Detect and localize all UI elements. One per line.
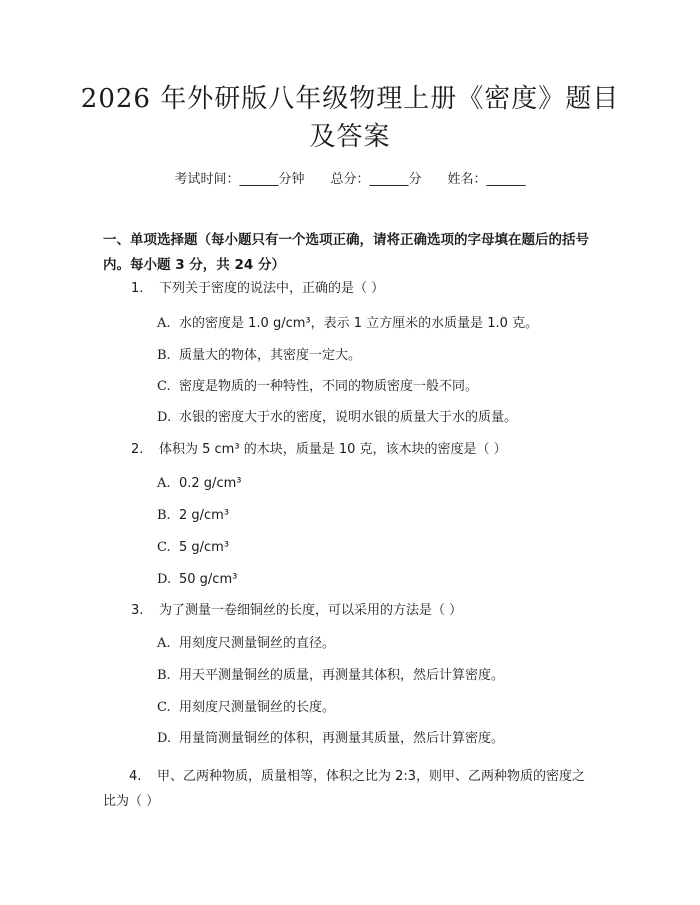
question-3 [131, 601, 462, 621]
option-text: 5 g/cm³ [179, 540, 230, 555]
option-text: 50 g/cm³ [179, 572, 238, 587]
question-text: 为了测量一卷细铜丝的长度，可以采用的方法是（ ） [159, 603, 463, 618]
question-text: 体积为 5 cm³ 的木块，质量是 10 克，该木块的密度是（ ） [159, 442, 507, 457]
option-text: 用天平测量铜丝的质量，再测量其体积，然后计算密度。 [179, 668, 505, 683]
option-letter: B. [157, 348, 171, 363]
question-number: 4. [129, 769, 142, 784]
option-letter: C. [157, 379, 171, 394]
exam-info-line [0, 168, 700, 187]
total-score-field: 总分：______分 [330, 172, 422, 187]
section-heading: 一、单项选择题（每小题只有一个选项正确，请将正确选项的字母填在题后的括号内。每小题 3 分，共 24 分） [103, 232, 589, 273]
question-1 [131, 279, 384, 299]
question-1-option-c [157, 377, 478, 397]
option-text: 水的密度是 1.0 g/cm³，表示 1 立方厘米的水质量是 1.0 克。 [179, 316, 539, 331]
option-letter: A. [157, 476, 171, 491]
option-letter: A. [157, 636, 171, 651]
exam-time-field: 考试时间：______分钟 [174, 172, 305, 187]
question-1-option-d [157, 408, 517, 428]
page-title: 2026 年外研版八年级物理上册《密度》题目及答案 [80, 84, 620, 152]
option-text: 用刻度尺测量铜丝的长度。 [179, 700, 336, 715]
question-2-option-b [157, 506, 229, 526]
question-4 [103, 764, 593, 814]
option-text: 密度是物质的一种特性，不同的物质密度一般不同。 [179, 379, 479, 394]
option-text: 用量筒测量铜丝的体积，再测量其质量，然后计算密度。 [179, 731, 505, 746]
question-1-option-a [157, 314, 538, 334]
question-2-option-c [157, 538, 229, 558]
question-text: 甲、乙两种物质，质量相等，体积之比为 2:3，则甲、乙两种物质的密度之比为（ ） [103, 769, 586, 809]
question-2-option-d [157, 570, 237, 590]
question-2 [131, 440, 507, 460]
question-text: 下列关于密度的说法中，正确的是（ ） [159, 281, 385, 296]
question-1-option-b [157, 346, 361, 366]
name-field: 姓名：______ [447, 172, 526, 187]
option-letter: B. [157, 668, 171, 683]
question-number: 3. [131, 603, 144, 618]
option-letter: D. [157, 731, 172, 746]
option-letter: B. [157, 508, 171, 523]
option-text: 水银的密度大于水的密度，说明水银的质量大于水的质量。 [179, 410, 518, 425]
option-letter: C. [157, 540, 171, 555]
option-text: 2 g/cm³ [179, 508, 230, 523]
question-2-option-a [157, 474, 241, 494]
question-3-option-b [157, 666, 504, 686]
option-text: 质量大的物体，其密度一定大。 [179, 348, 362, 363]
question-3-option-c [157, 698, 335, 718]
option-text: 0.2 g/cm³ [179, 476, 242, 491]
option-letter: A. [157, 316, 171, 331]
question-number: 1. [131, 281, 144, 296]
question-3-option-d [157, 729, 504, 749]
question-number: 2. [131, 442, 144, 457]
option-letter: D. [157, 410, 172, 425]
option-letter: C. [157, 700, 171, 715]
option-letter: D. [157, 572, 172, 587]
question-3-option-a [157, 634, 335, 654]
option-text: 用刻度尺测量铜丝的直径。 [179, 636, 336, 651]
